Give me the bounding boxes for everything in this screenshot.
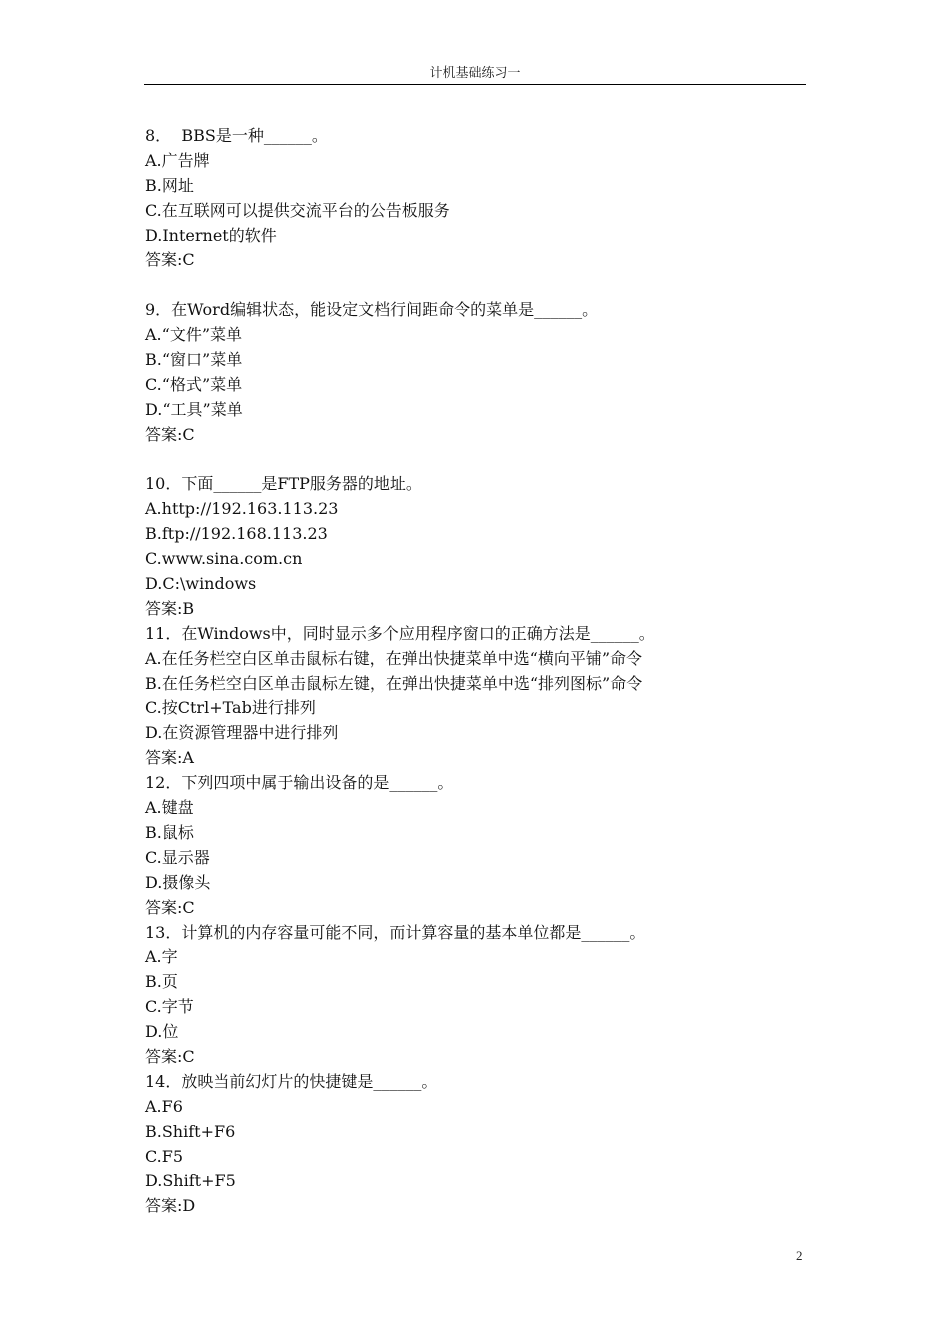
option-c: C.www.sina.com.cn xyxy=(145,549,303,569)
question-block xyxy=(145,1070,825,1219)
option-c: C.按Ctrl+Tab进行排列 xyxy=(145,698,316,718)
option-d: D.位 xyxy=(145,1022,179,1042)
option-b: B.Shift+F6 xyxy=(145,1121,236,1141)
answer: 答案:C xyxy=(145,897,195,917)
spacer xyxy=(145,273,825,298)
option-b: B.鼠标 xyxy=(145,822,194,842)
option-a: A.http://192.163.113.23 xyxy=(145,499,339,519)
option-a: A.在任务栏空白区单击鼠标右键，在弹出快捷菜单中选“横向平铺”命令 xyxy=(145,648,643,668)
question-text: 8． BBS是一种______。 xyxy=(145,126,328,145)
spacer xyxy=(145,448,825,473)
answer: 答案:B xyxy=(145,598,195,618)
answer: 答案:D xyxy=(145,1196,196,1216)
question-block xyxy=(145,622,825,771)
question-list xyxy=(145,124,825,1219)
question-text: 10．下面______是FTP服务器的地址。 xyxy=(145,474,422,494)
question-text: 9．在Word编辑状态，能设定文档行间距命令的菜单是______。 xyxy=(145,300,599,320)
option-a: A.字 xyxy=(145,947,178,967)
option-a: A.“文件”菜单 xyxy=(145,325,243,345)
option-c: C.显示器 xyxy=(145,847,210,867)
option-b: B.“窗口”菜单 xyxy=(145,350,243,370)
answer: 答案:A xyxy=(145,748,194,768)
option-d: D.摄像头 xyxy=(145,872,211,892)
option-c: C.在互联网可以提供交流平台的公告板服务 xyxy=(145,200,450,220)
option-a: A.键盘 xyxy=(145,798,194,818)
page-number: 2 xyxy=(796,1248,803,1263)
option-d: D.Shift+F5 xyxy=(145,1171,236,1191)
answer: 答案:C xyxy=(145,250,195,270)
option-c: C.“格式”菜单 xyxy=(145,374,243,394)
page-header: 计机基础练习一 xyxy=(144,64,806,85)
option-b: B.网址 xyxy=(145,175,194,195)
option-d: D.Internet的软件 xyxy=(145,225,277,245)
question-block xyxy=(145,921,825,1070)
answer: 答案:C xyxy=(145,1046,195,1066)
option-d: D.“工具”菜单 xyxy=(145,399,243,419)
option-c: C.字节 xyxy=(145,997,194,1017)
option-b: B.ftp://192.168.113.23 xyxy=(145,524,328,544)
option-a: A.F6 xyxy=(145,1096,183,1116)
question-block xyxy=(145,124,825,273)
question-text: 13．计算机的内存容量可能不同，而计算容量的基本单位都是______。 xyxy=(145,922,646,942)
question-block xyxy=(145,771,825,920)
answer: 答案:C xyxy=(145,424,195,444)
option-d: D.C:\windows xyxy=(145,574,257,594)
option-b: B.页 xyxy=(145,972,178,992)
option-d: D.在资源管理器中进行排列 xyxy=(145,723,339,743)
option-a: A.广告牌 xyxy=(145,150,210,170)
question-block xyxy=(145,298,825,447)
question-block xyxy=(145,472,825,621)
option-b: B.在任务栏空白区单击鼠标左键，在弹出快捷菜单中选“排列图标”命令 xyxy=(145,673,643,693)
question-text: 11．在Windows中，同时显示多个应用程序窗口的正确方法是______。 xyxy=(145,623,655,643)
option-c: C.F5 xyxy=(145,1146,184,1166)
question-text: 12．下列四项中属于输出设备的是______。 xyxy=(145,773,454,793)
question-text: 14．放映当前幻灯片的快捷键是______。 xyxy=(145,1071,438,1091)
